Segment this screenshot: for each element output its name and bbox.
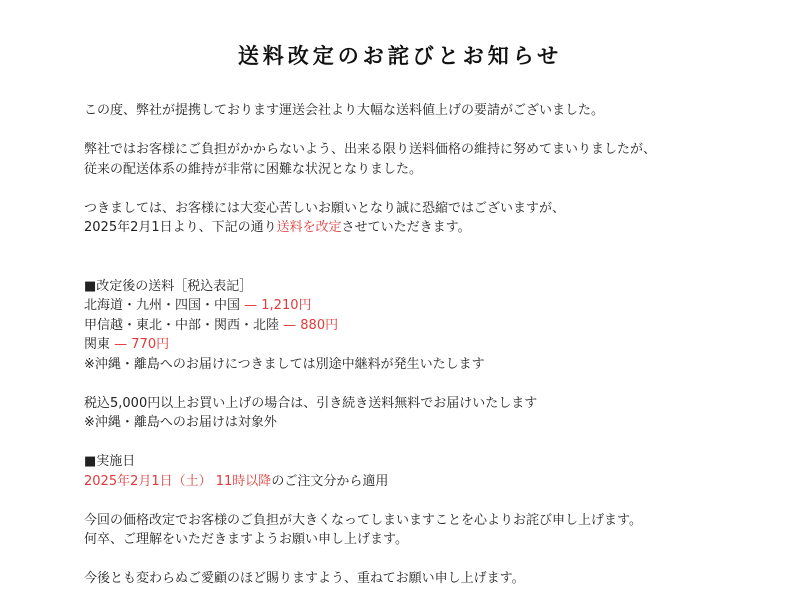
closing-line-1: 今回の価格改定でお客様のご負担が大きくなってしまいますことを心よりお詫び申し上げます。: [84, 512, 642, 528]
spacer: [84, 433, 774, 453]
rate-separator: —: [279, 317, 301, 333]
spacer: [84, 238, 774, 258]
rate-row: [84, 335, 774, 355]
free-shipping-note: ※沖縄・離島へのお届けは対象外: [84, 415, 277, 430]
implementation-date: [84, 472, 774, 492]
shipping-heading: ■改定後の送料［税込表記］: [84, 278, 253, 294]
spacer: [84, 179, 774, 199]
rate-price: 770円: [131, 337, 170, 352]
rate-price: 880円: [300, 317, 339, 333]
spacer: [84, 550, 774, 570]
rate-regions: 甲信越・東北・中部・関西・北陸: [84, 317, 280, 333]
implementation-date-highlight: 2025年2月1日（土） 11時以降: [84, 473, 272, 489]
revision-highlight: 送料を改定: [276, 220, 342, 235]
rate-regions: 関東: [84, 337, 111, 352]
spacer: [84, 257, 774, 277]
closing-line-3: 今後とも変わらぬご愛顧のほど賜りますよう、重ねてお願い申し上げます。: [84, 571, 525, 586]
effective-date-text: 2025年2月1日より、下記の通り: [84, 220, 277, 235]
relay-fee-note: ※沖縄・離島へのお届けにつきましては別途中継料が発生いたします: [84, 356, 485, 372]
implementation-heading: ■実施日: [84, 454, 136, 469]
rate-price: 1,210円: [261, 298, 312, 313]
rate-separator: —: [110, 337, 132, 352]
rate-regions: 北海道・九州・四国・中国: [84, 298, 241, 313]
closing-line-2: 何卒、ご理解をいただきますようお願い申し上げます。: [84, 532, 408, 547]
intro-line-2: 弊社ではお客様にご負担がかからないよう、出来る限り送料価格の維持に努めてまいりましたが、: [84, 142, 657, 157]
intro-line-3: 従来の配送体系の維持が非常に困難な状況となりました。: [84, 161, 423, 177]
implementation-date-suffix: のご注文分から適用: [271, 473, 389, 489]
notice-body: [84, 101, 774, 589]
free-shipping-line: 税込5,000円以上お買い上げの場合は、引き続き送料無料でお届けいたします: [84, 395, 538, 411]
intro-line-5: [84, 218, 774, 238]
spacer: [84, 374, 774, 394]
spacer: [84, 121, 774, 141]
intro-line-5-end: させていただきます。: [341, 220, 471, 235]
page-title: 送料改定のお詫びとお知らせ: [237, 44, 563, 68]
rate-row: [84, 296, 774, 316]
rate-row: [84, 316, 774, 336]
rate-separator: —: [240, 298, 262, 313]
intro-line-1: この度、弊社が提携しております運送会社より大幅な送料値上げの要請がございました。: [84, 103, 605, 118]
intro-line-4: つきましては、お客様には大変心苦しいお願いとなり誠に恐縮ではございますが、: [84, 200, 566, 216]
spacer: [84, 491, 774, 511]
